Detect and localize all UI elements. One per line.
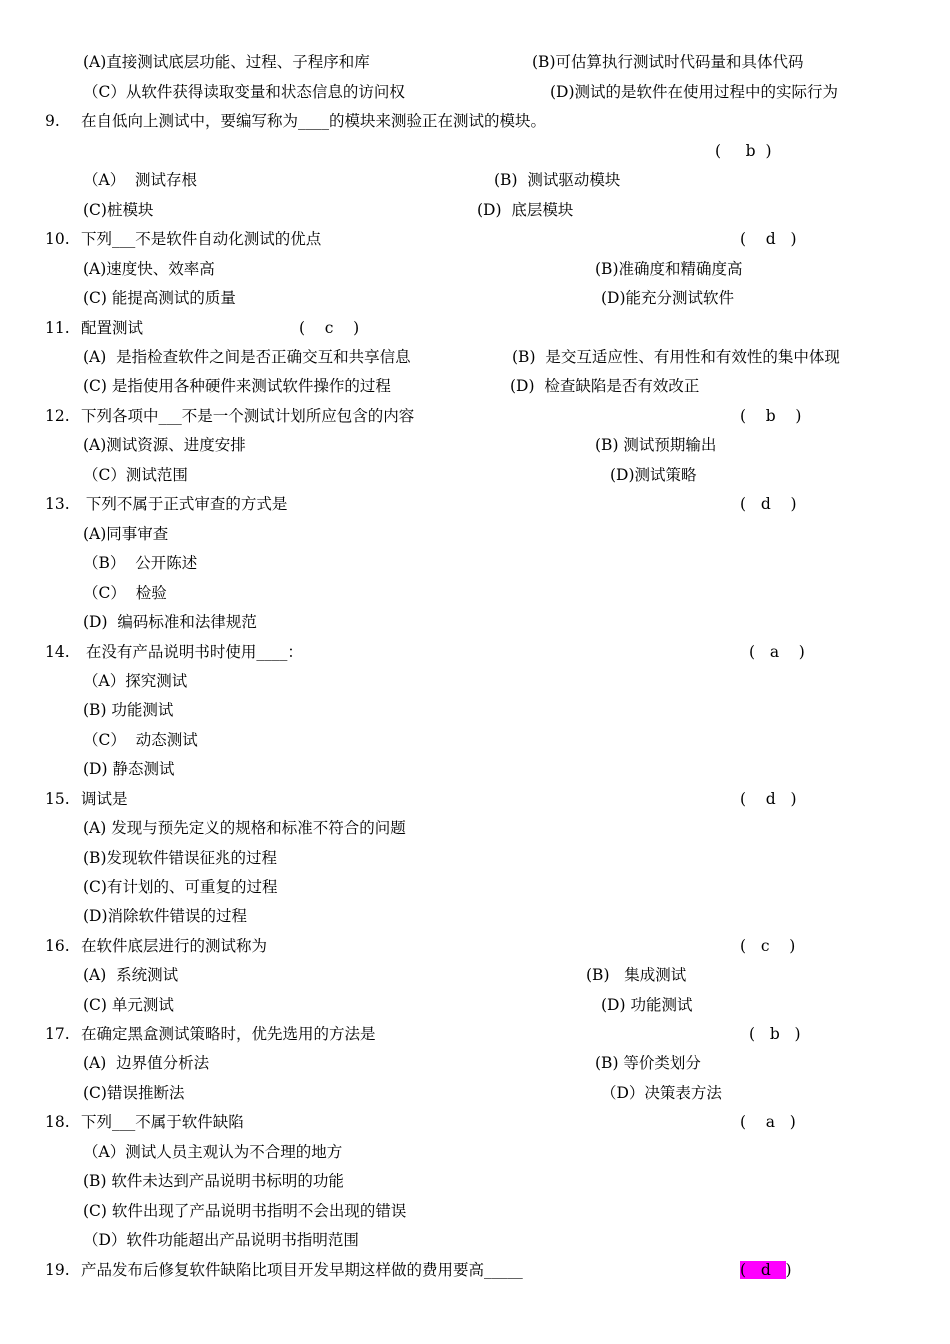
q18-stem: 下列___不属于软件缺陷 [81,1113,244,1131]
q11-option-b: (B) 是交互适应性、有用性和有效性的集中体现 [512,348,840,366]
q13-option-d: (D) 编码标准和法律规范 [83,613,257,631]
q15-option-d: (D)消除软件错误的过程 [83,907,248,925]
q8-option-d: (D)测试的是软件在使用过程中的实际行为 [550,83,839,101]
q10-option-c: (C) 能提高测试的质量 [83,289,236,307]
q13-answer: ( d ) [740,495,797,513]
q11-option-c: (C) 是指使用各种硬件来测试软件操作的过程 [83,377,391,395]
q15-number: 15. [45,790,70,808]
q8-option-b: (B)可估算执行测试时代码量和具体代码 [532,53,804,71]
q15-option-b: (B)发现软件错误征兆的过程 [83,849,277,867]
q12-option-b: (B) 测试预期输出 [595,436,717,454]
q17-option-a: (A) 边界值分析法 [83,1054,210,1072]
q10-answer: ( d ) [740,230,797,248]
q16-option-c: (C) 单元测试 [83,996,174,1014]
q16-number: 16. [45,937,70,955]
q15-stem: 调试是 [81,790,128,808]
q8-option-c: （C）从软件获得读取变量和状态信息的访问权 [83,83,405,101]
q18-option-d: （D）软件功能超出产品说明书指明范围 [83,1231,359,1249]
q11-option-a: (A) 是指检查软件之间是否正确交互和共享信息 [83,348,411,366]
q12-option-a: (A)测试资源、进度安排 [83,436,246,454]
q17-option-d: （D）决策表方法 [601,1084,722,1102]
q12-stem: 下列各项中___不是一个测试计划所应包含的内容 [81,407,415,425]
q18-option-c: (C) 软件出现了产品说明书指明不会出现的错误 [83,1202,407,1220]
q12-number: 12. [45,407,70,425]
q18-option-b: (B) 软件未达到产品说明书标明的功能 [83,1172,344,1190]
q14-answer: ( a ) [749,643,805,661]
q16-option-a: (A) 系统测试 [83,966,179,984]
q13-option-b: （B） 公开陈述 [83,554,198,572]
q14-option-a: （A）探究测试 [83,672,188,690]
q17-number: 17. [45,1025,70,1043]
q12-answer: ( b ) [740,407,802,425]
q17-option-b: (B) 等价类划分 [595,1054,701,1072]
q11-number: 11. [45,319,70,337]
q19-answer [740,1260,792,1280]
q19-stem: 产品发布后修复软件缺陷比项目开发早期这样做的费用要高_____ [81,1261,523,1279]
q13-option-a: (A)同事审查 [83,525,169,543]
q17-answer: ( b ) [749,1025,801,1043]
q13-stem: 下列不属于正式审查的方式是 [81,495,288,513]
q14-option-c: （C） 动态测试 [83,731,198,749]
q16-answer: ( c ) [740,937,796,955]
q10-option-d: (D)能充分测试软件 [601,289,735,307]
q11-option-d: (D) 检查缺陷是否有效改正 [510,377,700,395]
q10-number: 10. [45,230,70,248]
q9-option-c: (C)桩模块 [83,201,154,219]
q17-stem: 在确定黑盒测试策略时，优先选用的方法是 [81,1025,376,1043]
q14-stem: 在没有产品说明书时使用____： [81,643,303,661]
q17-option-c: (C)错误推断法 [83,1084,185,1102]
q10-option-b: (B)准确度和精确度高 [595,260,743,278]
q8-option-a: (A)直接测试底层功能、过程、子程序和库 [83,53,370,71]
q14-number: 14. [45,643,70,661]
q18-number: 18. [45,1113,70,1131]
q15-option-a: (A) 发现与预先定义的规格和标准不符合的问题 [83,819,406,837]
q16-option-b: (B) 集成测试 [586,966,687,984]
q19-answer-close: ) [785,1261,792,1279]
q12-option-d: (D)测试策略 [610,466,697,484]
q10-option-a: (A)速度快、效率高 [83,260,215,278]
q11-answer: ( c ) [299,319,360,337]
q9-option-a: （A） 测试存根 [83,171,198,189]
q14-option-d: (D) 静态测试 [83,760,175,778]
q9-option-d: (D) 底层模块 [477,201,574,219]
q12-option-c: （C）测试范围 [83,466,188,484]
q16-option-d: (D) 功能测试 [601,996,693,1014]
q9-number: 9. [45,112,60,130]
q10-stem: 下列___不是软件自动化测试的优点 [81,230,322,248]
q19-answer-highlight: ( d [740,1261,786,1279]
q9-stem: 在自低向上测试中，要编写称为____的模块来测验正在测试的模块。 [81,112,547,130]
q18-answer: ( a ) [740,1113,796,1131]
q18-option-a: （A）测试人员主观认为不合理的地方 [83,1143,343,1161]
q13-number: 13. [45,495,70,513]
q15-option-c: (C)有计划的、可重复的过程 [83,878,278,896]
q9-answer: ( b ) [715,142,772,160]
q16-stem: 在软件底层进行的测试称为 [81,937,268,955]
q15-answer: ( d ) [740,790,797,808]
q13-option-c: （C） 检验 [83,584,167,602]
q19-number: 19. [45,1261,70,1279]
q14-option-b: (B) 功能测试 [83,701,174,719]
q9-option-b: (B) 测试驱动模块 [494,171,621,189]
q11-stem: 配置测试 [81,319,144,337]
